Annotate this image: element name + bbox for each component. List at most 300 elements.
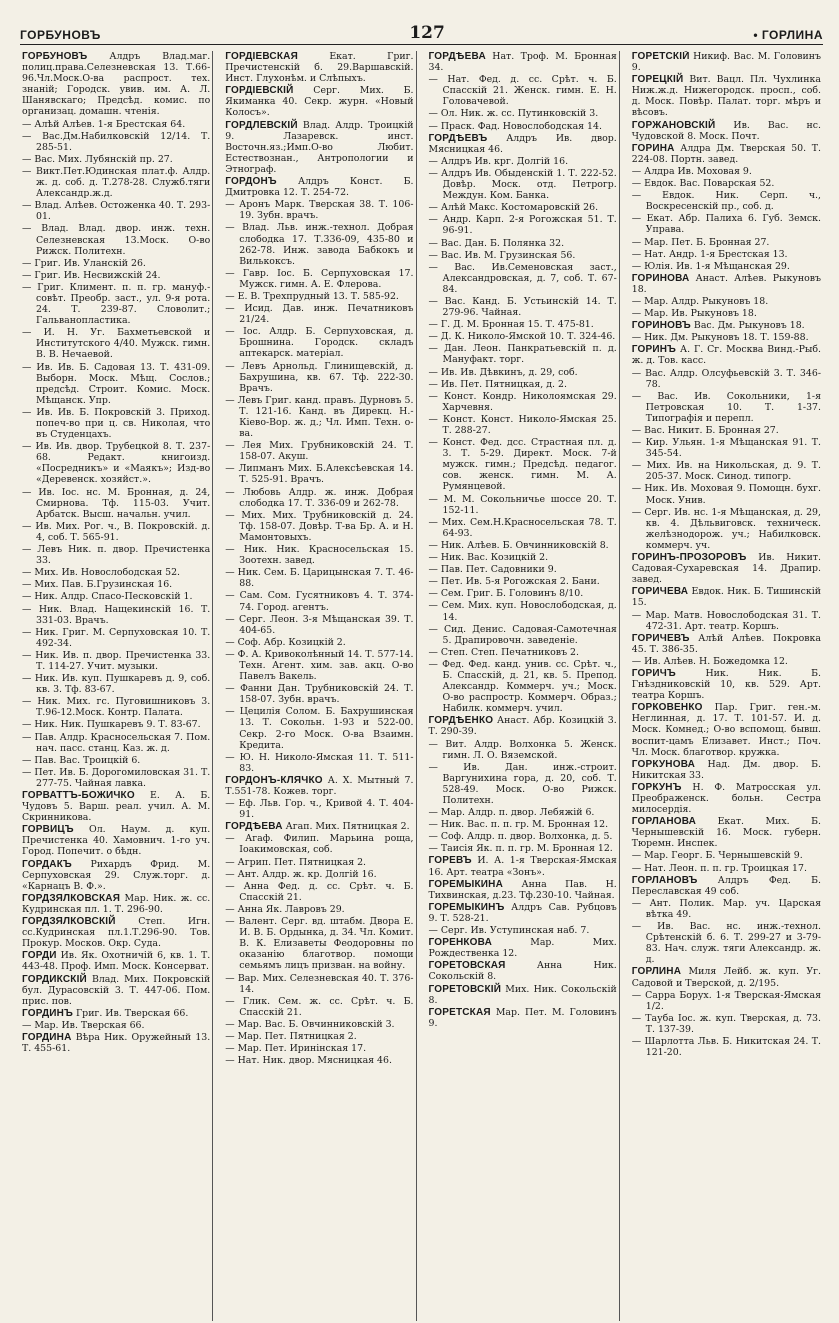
directory-subentry	[632, 1036, 821, 1058]
surname-heading: ГОРДѢЕНКО	[428, 715, 494, 727]
directory-subentry	[429, 739, 617, 761]
surname-heading: ГОРКУНЪ	[631, 781, 682, 793]
directory-entry	[429, 960, 617, 982]
entry-text: Вас. Алдр. Олсуфьевскій 3. Т. 346-78.	[645, 367, 821, 390]
entry-text: Мих. Сем.Н.Красносельская 78. Т. 64-93.	[441, 516, 617, 539]
entry-text: Пав. Алдр. Красносельская 7. Пом. нач. пасс. станц. Каз. ж. д.	[34, 731, 211, 754]
entry-text: Анна Ник. Сокольскій 8.	[428, 960, 617, 983]
directory-subentry	[22, 591, 210, 602]
entry-text: Исид. Дав. инж. Печатниковъ 21/24.	[239, 303, 414, 326]
entry-text: Викт.Пет.Юдинская плат.ф. Алдр. ж. д. соб. д. Т.278-28. Служб.тяги Александр.ж.д.	[35, 165, 211, 200]
directory-subentry	[225, 268, 413, 290]
entry-text: Ник. Ник. Б. Гнѣздниковскій 10, кв. 529. Арт. театра Коршъ.	[631, 667, 821, 702]
directory-entry	[429, 879, 617, 901]
entry-text: Ник. Влад. Нащекинскій 16. Т. 331-03. Врачъ.	[36, 603, 211, 626]
directory-entry	[632, 702, 821, 757]
directory-subentry	[225, 463, 413, 485]
directory-subentry	[22, 1020, 210, 1031]
directory-column-3	[427, 51, 620, 1321]
directory-subentry	[225, 326, 413, 359]
directory-column-4	[630, 51, 823, 1321]
directory-subentry	[22, 627, 210, 649]
directory-entry	[225, 176, 413, 198]
entry-text: Анна Як. Лавровъ 29.	[237, 903, 345, 915]
entry-text: Вит. Вацл. Пл. Чухлинка Ниж.ж.д. Нижегородск. просп., соб. д. Моск. Повѣр. Палат. торг. мѣръ и вѣсовъ.	[631, 74, 821, 119]
entry-text: Конст. Фед. дсс. Страстная пл. д. 3. Т. 5-29. Директ. Моск. 7-й мужск. гимн.; Предсѣд. педагог. сов. женск. гимн. М. А. Румянцевой.	[442, 437, 617, 493]
entry-text: Вас. Ив.Семеновская заст., Александровская, д. 7, соб. Т. 67-84.	[442, 261, 617, 295]
entry-text: Вѣра Ник. Оружейный 13. Т. 455-61.	[22, 1031, 211, 1055]
entry-text: Мих. Ив. Новослободская 52.	[34, 567, 181, 579]
entry-text: Нат. Леон. п. п. гр. Троицкая 17.	[644, 862, 807, 874]
directory-subentry	[429, 156, 617, 167]
directory-entry	[429, 937, 617, 959]
entry-text: Екат. Абр. Палиха 6. Губ. Земск. Управа.	[645, 213, 821, 236]
directory-subentry	[429, 391, 617, 413]
surname-heading: ГОРДІЕВСКАЯ	[225, 51, 298, 62]
entry-text: Мар. Георг. Б. Чернышевскій 9.	[644, 850, 803, 862]
directory-subentry	[632, 237, 821, 248]
entry-text: Алдръ Ив. крг. Долгій 16.	[440, 155, 569, 167]
directory-subentry	[429, 367, 617, 378]
entry-text: Вас. Дм. Рыкуновъ 18.	[690, 320, 805, 332]
entry-text: Мих. Ив. на Никольская, д. 9. Т. 205-37. Моск. Синод. типогр.	[645, 460, 822, 483]
entry-text: Ник. Ив. куп. Пушкаревъ д. 9, соб. кв. 3. Тф. 83-67.	[34, 673, 211, 696]
entry-text: Ив. Мих. Рог. ч., В. Покровскій. д. 4, соб. Т. 565-91.	[35, 520, 211, 543]
entry-text: Д. К. Николо-Ямской 10. Т. 324-46.	[440, 331, 616, 343]
surname-heading: ГОРИЧЪ	[631, 667, 676, 679]
entry-text: Ив. Ив. Дѣвкинъ, д. 29, соб.	[440, 366, 578, 378]
directory-subentry	[22, 131, 210, 153]
entry-text: Липманъ Мих. Б.Алексѣевская 14. Т. 525-91. Врачъ.	[238, 463, 414, 486]
directory-subentry	[22, 650, 210, 672]
directory-entry	[632, 782, 821, 815]
directory-subentry	[225, 833, 413, 855]
surname-heading: ГОРЕТСКАЯ	[428, 1006, 491, 1018]
entry-text: Мар. Алдр. Рыкуновъ 18.	[644, 295, 769, 307]
entry-text: Ив. Ив. двор. Трубецкой 8. Т. 237-68. Редакт. книгоизд. «Посредникъ» и «Маякъ»; Изд-во «Деревенск. хозяйст.».	[35, 441, 211, 486]
entry-text: Вас. Ив. М. Грузинская 56.	[440, 249, 576, 261]
entry-text: Ник. Мих. гс. Пуговишниковъ 3. Т.96-12.Моск. Контр. Палата.	[36, 696, 211, 719]
directory-subentry	[225, 199, 413, 221]
entry-text: Мар. Алдр. п. двор. Лебяжій 6.	[440, 807, 595, 819]
surname-heading: ГОРДОНЪ	[225, 176, 277, 188]
directory-subentry	[225, 649, 413, 682]
directory-subentry	[22, 282, 210, 326]
directory-subentry	[632, 332, 821, 343]
directory-subentry	[225, 706, 413, 750]
directory-subentry	[22, 362, 210, 406]
directory-subentry	[632, 308, 821, 319]
entry-text: Ив. Дан. инж.-строит. Варгунихина гора, д. 20, соб. Т. 528-49. Моск. О-во Рижск. Политехн.	[442, 761, 617, 806]
entry-text: Нат. Троф. М. Бронная 34.	[428, 51, 617, 74]
surname-heading: ГОРИНЪ-ПРОЗОРОВЪ	[631, 552, 747, 564]
directory-subentry	[632, 863, 821, 874]
entry-text: Алдра Дм. Тверская 50. Т. 224-08. Портн. завед.	[631, 142, 821, 165]
directory-entry	[22, 916, 210, 949]
entry-text: Евдок. Ник. Серп. ч., Воскресенскій пр., соб. д.	[645, 190, 821, 213]
directory-subentry	[429, 214, 617, 236]
directory-subentry	[225, 222, 413, 266]
directory-subentry	[22, 270, 210, 281]
directory-entry	[429, 855, 617, 877]
directory-subentry	[22, 327, 210, 360]
directory-subentry	[429, 379, 617, 390]
directory-subentry	[225, 683, 413, 705]
directory-subentry	[632, 507, 821, 551]
directory-entry	[22, 1008, 210, 1019]
directory-subentry	[22, 521, 210, 543]
directory-entry	[632, 273, 821, 295]
directory-entry	[632, 759, 821, 781]
entry-text: Нат. Фед. д. сс. Срѣт. ч. Б. Спасскій 21. Женск. гимн. Е. Н. Головачевой.	[442, 74, 617, 108]
entry-text: Рихардъ Фрид. М. Серпуховская 29. Служ.торг. д. «Карнацъ В. Ф.».	[22, 858, 211, 892]
entry-text: Степ. Степ. Печатниковъ 2.	[440, 646, 579, 658]
entry-text: Пет. Ив. Б. Дорогомиловская 31. Т. 277-75. Чайная лавка.	[34, 766, 211, 789]
entry-text: Влад. Льв. инж.-технол. Добрая слободка 17. Т.336-09, 435-80 и 262-78. Инж. завода Бабкокъ и Вилькоксъ.	[239, 222, 414, 267]
entry-text: Евдок. Ник. Б. Тишинскій 15.	[631, 586, 821, 609]
surname-heading: ГОРЕВЪ	[428, 855, 472, 867]
entry-text: Ив. Вас. нс. инж.-технол. Срѣтенскій б. 6. Т. 299-27 и 3-79-83. Нач. служ. тяги Александр. ж. д.	[645, 921, 821, 966]
directory-column-2	[223, 51, 416, 1321]
entry-text: А. Г. Сг. Москва Винд.-Рыб. ж. д. Тов. касс.	[631, 344, 821, 367]
surname-heading: ГОРИНА	[631, 142, 675, 154]
directory-subentry	[429, 296, 617, 318]
directory-entry	[632, 552, 821, 585]
directory-entry	[22, 974, 210, 1007]
entry-text: Левъ Арнольд. Глинищевскій, д. Бахрушина, кв. 67. Тф. 222-30. Врачъ.	[239, 360, 414, 394]
directory-subentry	[22, 258, 210, 269]
directory-entry	[429, 984, 617, 1006]
directory-subentry	[632, 368, 821, 390]
directory-entry	[632, 633, 821, 655]
directory-subentry	[632, 437, 821, 459]
directory-subentry	[225, 996, 413, 1018]
surname-heading: ГОРЕТОВСКІЙ	[428, 983, 502, 995]
directory-column-1	[20, 51, 213, 1321]
entry-text: Ив. Іос. нс. М. Бронная, д. 24, Смирнова. Тф. 115-03. Учит. Арбатск. Высш. начальн. учил.	[36, 486, 211, 520]
directory-subentry	[429, 262, 617, 295]
surname-heading: ГОРЕЦКІЙ	[631, 74, 684, 86]
directory-subentry	[225, 973, 413, 995]
surname-heading: ГОРДИКСКІЙ	[22, 973, 87, 985]
entry-text: Серг. Мих. Б. Якиманка 40. Секр. журн. «Новый Колосъ».	[225, 85, 414, 119]
directory-subentry	[429, 624, 617, 646]
surname-heading: ГОРДИНЪ	[22, 1007, 73, 1019]
entry-text: Нат. Ник. двор. Мясницкая 46.	[237, 1055, 392, 1067]
entry-text: Ник. Ив. Моховая 9. Помощн. бухг. Моск. Унив.	[644, 483, 822, 506]
surname-heading: ГОРДИНА	[22, 1031, 72, 1043]
directory-subentry	[225, 1043, 413, 1054]
entry-text: Мар. Пет. Иринінская 17.	[237, 1043, 367, 1055]
entry-text: Екат. Мих. Б. Чернышевскій 16. Моск. губерн. Тюремн. Инспек.	[631, 816, 821, 850]
entry-text: Ф. А. Кривоколѣнный 14. Т. 577-14. Техн. Агент. хим. зав. акц. О-во Павелъ Вакель.	[237, 648, 414, 683]
directory-entry	[22, 824, 210, 857]
entry-text: Анна Фед. д. сс. Срѣт. ч. Б. Спасскій 21.	[239, 880, 414, 903]
surname-heading: ГОРИНЪ	[631, 344, 677, 356]
surname-heading: ГОРКУНОВА	[631, 758, 696, 770]
directory-entry	[22, 893, 210, 915]
directory-subentry	[225, 637, 413, 648]
directory-entry	[429, 51, 617, 73]
directory-subentry	[429, 168, 617, 201]
entry-text: Над. Дм. двор. Б. Никитская 33.	[631, 758, 821, 781]
entry-text: Мар. Мих. Рождественка 12.	[428, 937, 617, 960]
directory-subentry	[429, 762, 617, 806]
directory-subentry	[429, 925, 617, 936]
entry-text: Вар. Мих. Селезневская 40. Т. 376-14.	[237, 972, 414, 995]
entry-text: Соф. Абр. Козицкій 2.	[237, 636, 346, 648]
surname-heading: ГОРИНОВА	[631, 272, 690, 284]
entry-text: Мар. Ник. ж. сс. Кудринская пл. 1. Т. 296-90.	[22, 892, 211, 915]
directory-entry	[632, 816, 821, 849]
entry-text: Вас. Ив. Сокольники, 1-я Петровская 10. Т. 1-37. Типографія и перепл.	[645, 390, 821, 424]
surname-heading: ГОРДѢЕВЪ	[428, 132, 488, 144]
surname-heading: ГОРЛИНА	[631, 966, 682, 978]
directory-entry	[632, 586, 821, 608]
directory-subentry	[225, 1019, 413, 1030]
entry-text: Сарра Борух. 1-я Тверская-Ямская 1/2.	[645, 989, 821, 1012]
entry-text: Екат. Григ. Пречистенскій б. 29.Варшавскій. Инст. Глухонѣм. и Слѣпыхъ.	[225, 51, 414, 85]
entry-text: Вит. Алдр. Волхонка 5. Женск. гимн. Л. О. Вяземской.	[442, 738, 617, 761]
entry-text: Анаст. Алѣев. Рыкуновъ 18.	[631, 272, 821, 295]
entry-text: Валент. Серг. вд. штабм. Двора Е. И. В. Б. Ордынка, д. 34. Чл. Комит. В. К. Елизаветы Феодоровны по оказанію благотвор. помощи семьямъ лицъ призван. на войну.	[238, 916, 414, 972]
directory-entry	[429, 133, 617, 155]
entry-text: Сам. Сом. Гусятниковъ 4. Т. 374-74. Город. агентъ.	[239, 590, 414, 613]
entry-text: Влад. Влад. двор. инж. техн. Селезневская 13.Моск. О-во Рижск. Политехн.	[36, 223, 211, 257]
surname-heading: ГОРДАКЪ	[22, 858, 72, 870]
entry-text: Агаф. Филип. Марьина роща, Іоакимовская, соб.	[239, 833, 414, 856]
surname-heading: ГОРКОВЕНКО	[631, 702, 703, 714]
entry-text: И. А. 1-я Тверская-Ямская 16. Арт. театра «Зонъ».	[428, 855, 617, 878]
entry-text: Ник. Дм. Рыкуновъ 18. Т. 159-88.	[644, 332, 809, 344]
surname-heading: ГОРЕНКОВА	[428, 937, 493, 949]
running-head-right: • ГОРЛИНА	[753, 28, 823, 42]
directory-subentry	[22, 441, 210, 485]
directory-entry	[225, 775, 413, 797]
surname-heading: ГОРДЛЕВСКІЙ	[225, 119, 298, 131]
entry-text: Алдръ Ив. двор. Мясницкая 46.	[428, 132, 617, 155]
directory-subentry	[22, 604, 210, 626]
directory-entry	[225, 51, 413, 84]
directory-subentry	[632, 296, 821, 307]
surname-heading: ГОРЕМЫКИНА	[428, 878, 504, 890]
entry-text: Ник. Сем. Б. Царицынская 7. Т. 46-88.	[237, 567, 414, 590]
directory-entry	[225, 821, 413, 832]
directory-subentry	[632, 990, 821, 1012]
entry-text: Левъ Ник. п. двор. Пречистенка 33.	[36, 544, 211, 567]
directory-entry	[22, 1032, 210, 1054]
directory-subentry	[225, 487, 413, 509]
entry-text: Мих. Мих. Трубниковскій д. 24. Тф. 158-07. Довѣр. Т-ва Бр. А. и Н. Мамонтовыхъ.	[239, 509, 414, 543]
entry-text: Алѣй Алѣев. 1-я Брестская 64.	[34, 118, 186, 130]
entry-text: Сем. Григ. Б. Головинъ 8/10.	[440, 588, 584, 600]
directory-subentry	[22, 119, 210, 130]
entry-text: Ник. Ив. п. двор. Пречистенка 33. Т. 114-27. Учит. музыки.	[35, 649, 211, 672]
directory-subentry	[22, 200, 210, 222]
directory-entry	[632, 143, 821, 165]
directory-subentry	[429, 831, 617, 842]
entry-text: Ник. Ник. Красносельская 15. Зоотехн. завед.	[239, 544, 414, 567]
directory-subentry	[429, 319, 617, 330]
directory-subentry	[429, 202, 617, 213]
directory-subentry	[429, 659, 617, 714]
directory-subentry	[22, 579, 210, 590]
entry-text: Глик. Сем. ж. сс. Срѣт. ч. Б. Спасскій 21.	[239, 995, 414, 1018]
directory-subentry	[22, 223, 210, 256]
directory-subentry	[22, 696, 210, 718]
directory-subentry	[632, 921, 821, 965]
entry-text: Аронъ Марк. Тверская 38. Т. 106-19. Зубн. врачъ.	[239, 199, 414, 222]
entry-text: Алдръ Сав. Рубцовъ 9. Т. 528-21.	[428, 901, 617, 924]
entry-text: Мих. Пав. Б.Грузинская 16.	[34, 579, 173, 591]
directory-subentry	[632, 213, 821, 235]
entry-text: Юлія. Ив. 1-я Мѣщанская 29.	[644, 260, 790, 272]
directory-subentry	[429, 331, 617, 342]
entry-text: Агрип. Пет. Пятницкая 2.	[237, 856, 367, 868]
entry-text: Григ. Ив. Уланскій 26.	[34, 257, 146, 269]
directory-subentry	[632, 656, 821, 667]
directory-subentry	[225, 881, 413, 903]
directory-subentry	[225, 544, 413, 566]
entry-text: Мар. Пет. Б. Бронная 27.	[644, 236, 770, 248]
directory-subentry	[632, 178, 821, 189]
directory-subentry	[225, 1031, 413, 1042]
directory-subentry	[429, 414, 617, 436]
entry-text: Ив. Вас. нс. Чудовской 8. Моск. Почт.	[631, 119, 821, 142]
surname-heading: ГОРИЧЕВА	[631, 586, 689, 598]
entry-text: Гавр. Іос. Б. Серпуховская 17. Мужск. гимн. А. Е. Флерова.	[239, 267, 414, 290]
directory-subentry	[225, 361, 413, 394]
directory-subentry	[22, 487, 210, 520]
directory-subentry	[429, 517, 617, 539]
entry-text: Никиф. Вас. М. Головинъ 9.	[631, 51, 821, 74]
directory-subentry	[429, 540, 617, 551]
directory-entry	[22, 950, 210, 972]
entry-text: Миля Лейб. ж. куп. Уг. Садовой и Тверской, д. 2/195.	[631, 966, 821, 989]
entry-text: Н. Ф. Матросская ул. Преображенск. больн. Сестра милосердія.	[631, 781, 821, 816]
entry-text: Мар. Пет. Пятницкая 2.	[237, 1030, 357, 1042]
directory-subentry	[225, 440, 413, 462]
entry-text: Мар. Пет. М. Головинъ 9.	[428, 1006, 617, 1029]
surname-heading: ГОРИНОВЪ	[631, 320, 691, 332]
directory-entry	[632, 320, 821, 331]
entry-text: Шарлотта Льв. Б. Никитская 24. Т. 121-20.	[644, 1035, 822, 1059]
directory-entry	[632, 875, 821, 897]
directory-subentry	[22, 166, 210, 199]
directory-subentry	[22, 407, 210, 440]
running-head-left: ГОРБУНОВЪ	[20, 28, 101, 42]
entry-text: Андр. Карп. 2-я Рогожская 51. Т. 96-91.	[442, 214, 617, 237]
entry-text: Фед. Фед. канд. унив. сс. Срѣт. ч., Б. Спасскій, д. 21, кв. 5. Препод. Александр. Коммерч. уч.; Моск. О-во распростр. Коммерч. Образ.; Набилк. коммерч. учил.	[442, 658, 617, 715]
entry-text: Вас. Канд. Б. Устьинскій 14. Т. 279-96. Чайная.	[442, 295, 617, 319]
surname-heading: ГОРЕТОВСКАЯ	[428, 960, 506, 972]
entry-text: Алдра Ив. Моховая 9.	[644, 165, 752, 177]
entry-text: Кир. Ульян. 1-я Мѣщанская 91. Т. 345-54.	[645, 437, 821, 460]
entry-text: Пет. Ив. 5-я Рогожская 2. Бани.	[440, 576, 600, 588]
entry-text: И. Н. Уг. Бахметьевской и Институтского 4/40. Мужск. гимн. В. В. Нечаевой.	[36, 327, 211, 361]
directory-subentry	[429, 108, 617, 119]
entry-text: Ник. Алдр. Спасо-Песковскій 1.	[34, 591, 193, 603]
surname-heading: ГОРЕМЫКИНЪ	[428, 901, 505, 913]
entry-text: Евдок. Вас. Поварская 52.	[644, 178, 775, 190]
directory-entry	[225, 85, 413, 118]
entry-text: Тауба Іос. ж. куп. Тверская, д. 73. Т. 137-39.	[645, 1012, 821, 1035]
surname-heading: ГОРДИ	[22, 950, 57, 962]
directory-subentry	[429, 576, 617, 587]
directory-subentry	[632, 1013, 821, 1035]
directory-subentry	[225, 904, 413, 915]
directory-subentry	[429, 250, 617, 261]
page-header	[20, 22, 823, 45]
entry-text: Ол. Наум. д. куп. Пречистенка 40. Хамовнич. 1-го уч. Город. Попечит. о бѣдн.	[22, 824, 211, 858]
surname-heading: ГОРВАТТЪ-БОЖИЧКО	[22, 790, 135, 801]
entry-text: А. Х. Мытный 7. Т.551-78. Кожев. торг.	[225, 774, 414, 797]
directory-subentry	[632, 850, 821, 861]
entry-text: Праск. Фад. Новослободская 14.	[440, 120, 602, 132]
entry-text: Конст. Конст. Николо-Ямская 25. Т. 288-27.	[442, 413, 617, 436]
entry-text: Сем. Мих. куп. Новослободская, д. 14.	[441, 600, 617, 623]
entry-text: Фанни Дан. Трубниковскій 24. Т. 158-07. Зубн. врачъ.	[239, 683, 414, 706]
entry-text: Мар. Вас. Б. Овчинниковскій 3.	[237, 1018, 395, 1030]
surname-heading: ГОРЖАНОВСКІЙ	[631, 119, 716, 131]
entry-text: Григ. Ив. Тверская 66.	[73, 1007, 189, 1019]
entry-text: Ив. Пет. Пятницкая, д. 2.	[440, 378, 567, 390]
directory-entry	[632, 668, 821, 701]
directory-subentry	[225, 752, 413, 774]
directory-subentry	[22, 673, 210, 695]
directory-entry	[225, 120, 413, 175]
entry-text: Дан. Леон. Панкратьевскій п. д. Мануфакт. торг.	[442, 343, 617, 366]
directory-subentry	[22, 767, 210, 789]
entry-text: Ив. Ив. Б. Покровскій 3. Приход. попеч-во при ц. св. Николая, что въ Студенцахъ.	[36, 406, 211, 441]
directory-entry	[632, 51, 821, 73]
entry-text: Ник. Алѣев. Б. Овчинниковскій 8.	[440, 539, 609, 551]
directory-subentry	[632, 898, 821, 920]
directory-subentry	[429, 564, 617, 575]
entry-text: Ол. Ник. ж. сс. Путинковскій 3.	[440, 108, 599, 120]
surname-heading: ГОРДОНЪ-КЛЯЧКО	[225, 774, 323, 786]
directory-subentry	[22, 544, 210, 566]
entry-text: Еф. Льв. Гор. ч., Кривой 4. Т. 404-91.	[238, 798, 414, 821]
surname-heading: ГОРБУНОВЪ	[22, 51, 88, 62]
entry-text: Алѣй Алѣев. Покровка 45. Т. 386-35.	[631, 632, 821, 655]
directory-subentry	[632, 483, 821, 505]
entry-text: Григ. Климент. п. п. гр. мануф.-совѣт. Преобр. заст., ул. 9-я рота. 24. Т. 239-87. Словолит.; Гальванопластика.	[36, 281, 211, 327]
entry-text: Е. А. Б. Чудовъ 5. Варш. реал. учил. А. М. Скринникова.	[22, 790, 211, 824]
directory-entry	[429, 1007, 617, 1029]
directory-subentry	[429, 843, 617, 854]
surname-heading: ГОРЕТСКІЙ	[631, 51, 690, 62]
directory-subentry	[429, 238, 617, 249]
entry-text: Влад. Мих. Покровскій бул. Дурасовскій 3. Т. 447-06. Пом. прис. пов.	[22, 973, 211, 1007]
entry-text: Алдръ Конст. Б. Дмитровка 12. Т. 254-72.	[225, 176, 414, 199]
directory-subentry	[22, 719, 210, 730]
directory-subentry	[225, 1055, 413, 1066]
directory-entry	[429, 715, 617, 737]
surname-heading: ГОРДІЕВСКІЙ	[225, 85, 294, 97]
surname-heading: ГОРДЗЯЛКОВСКАЯ	[22, 892, 121, 904]
directory-subentry	[632, 610, 821, 632]
entry-text: Пар. Григ. ген.-м. Неглинная, д. 17. Т. 101-57. И. д. Моск. Комнед.; О-во вспомощ. бывш. воспит-цамъ Елизавет. Инст.; Поч. Чл. Моск. благотвор. кружка.	[631, 702, 821, 758]
entry-text: Агап. Мих. Пятницкая 2.	[282, 821, 410, 833]
directory-subentry	[632, 261, 821, 272]
directory-subentry	[225, 567, 413, 589]
entry-text: Пав. Вас. Троицкій 6.	[34, 754, 141, 766]
entry-text: Ив. Ив. Б. Садовая 13. Т. 431-09. Выборн. Моск. Мѣщ. Сослов.; предсѣд. Строит. Комис. Моск. Мѣщанск. Упр.	[36, 361, 211, 406]
surname-heading: ГОРДЗЯЛКОВСКІЙ	[22, 916, 116, 928]
entry-text: Сид. Денис. Садовая-Самотечная 5. Драпировочн. заведеніе.	[442, 623, 617, 646]
entry-text: Таисія Як. п. п. гр. М. Бронная 12.	[440, 843, 613, 855]
